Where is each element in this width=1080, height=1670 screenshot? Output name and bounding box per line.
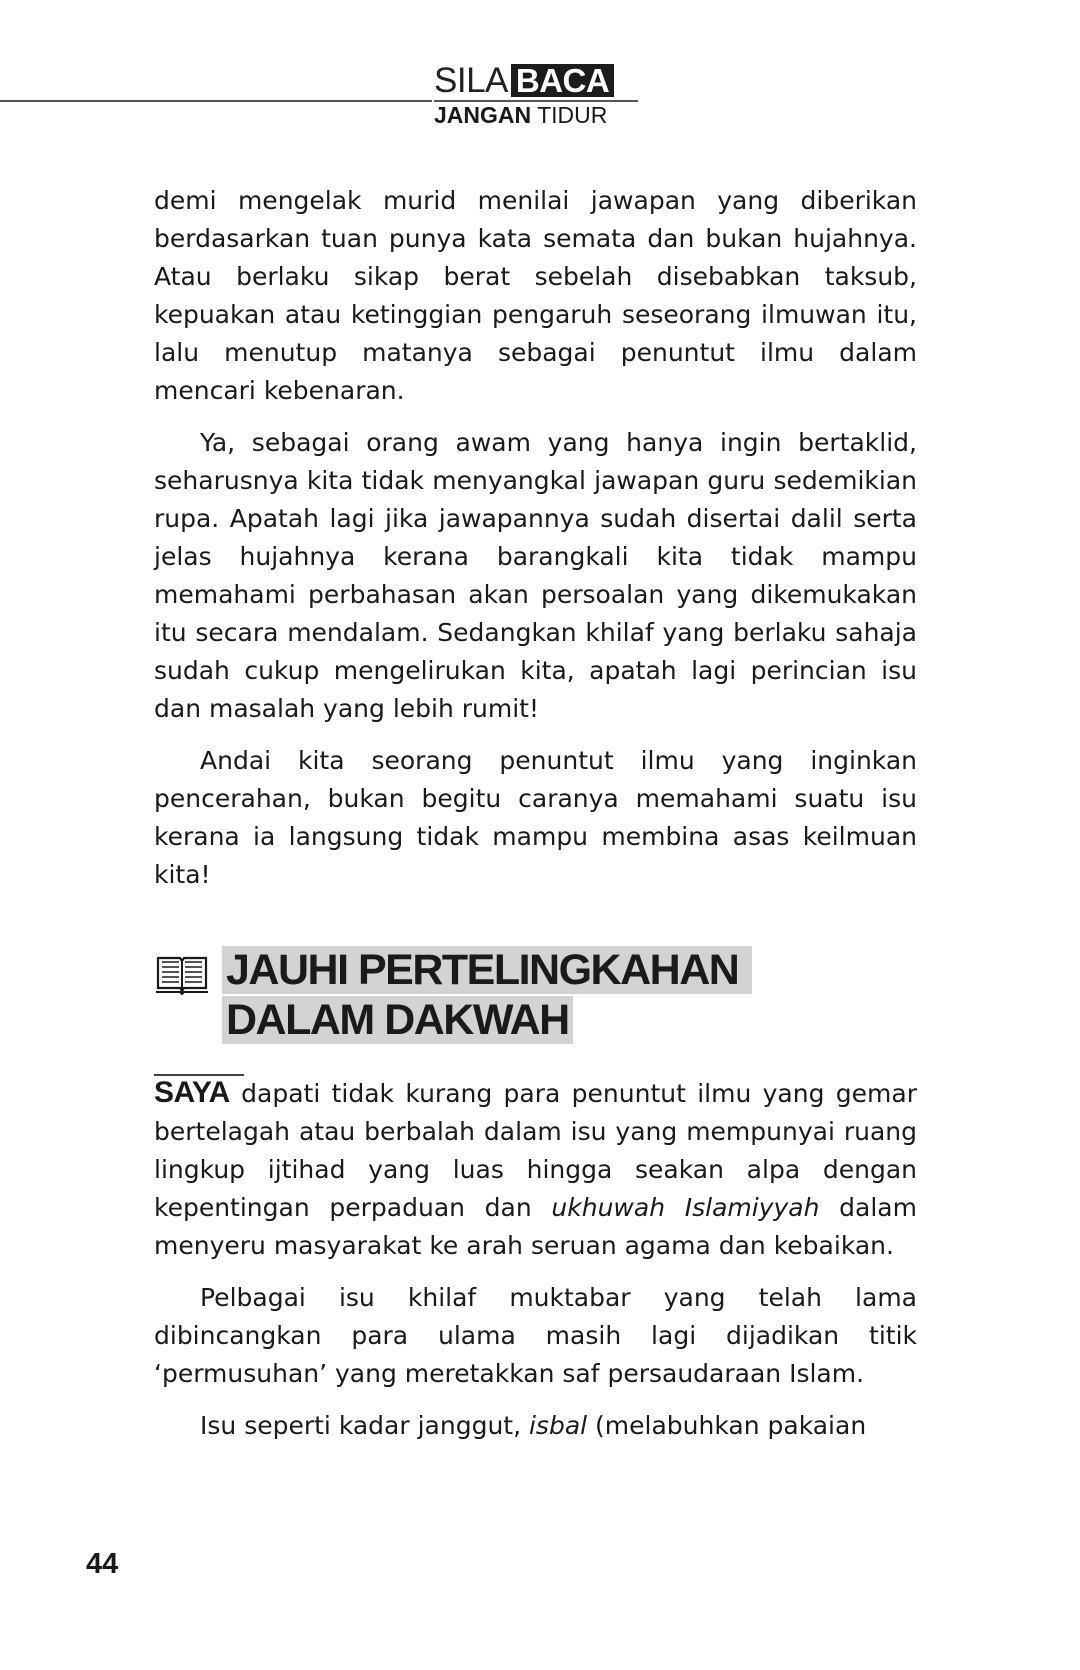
- paragraph-4: [154, 1074, 917, 1265]
- body-text-bottom: [154, 1074, 917, 1445]
- open-book-icon: [154, 954, 210, 996]
- paragraph-4-italic: ukhuwah Islamiyyah: [551, 1193, 820, 1222]
- running-head-tidur: TIDUR: [537, 102, 608, 128]
- paragraph-6: [154, 1407, 917, 1445]
- paragraph-6-italic: isbal: [528, 1411, 588, 1440]
- body-text-top: [154, 182, 917, 894]
- section-heading-line-1: JAUHI PERTELINGKAHAN: [222, 946, 752, 994]
- running-head-baca: BACA: [511, 64, 614, 97]
- running-head: [434, 61, 638, 128]
- paragraph-3: Andai kita seorang penuntut ilmu yang inginkan pencerahan, bukan begitu caranya memahami suatu isu kerana ia langsung tidak mampu membina asas keilmuan kita!: [154, 746, 917, 889]
- paragraph-6-text-b: (melabuhkan pakaian: [587, 1411, 867, 1440]
- running-head-top: [434, 61, 638, 102]
- paragraph-1: demi mengelak murid menilai jawapan yang diberikan berdasarkan tuan punya kata semata dan bukan hujahnya. Atau berlaku sikap berat sebelah disebabkan taksub, kepuakan atau ketinggian pengaruh seseorang ilmuwan itu, lalu menutup matanya sebagai penuntut ilmu dalam mencari kebenaran.: [154, 186, 917, 405]
- page-number: 44: [86, 1548, 119, 1580]
- section-heading-line-2: DALAM DAKWAH: [222, 996, 573, 1044]
- paragraph-4-text-a: dapati tidak kurang para penuntut ilmu yang gemar bertelagah atau berbalah dalam isu yang mempunyai ruang lingkup ijtihad yang luas hingga seakan alpa dengan kepentingan perpaduan dan: [154, 1079, 917, 1222]
- section-heading: [154, 946, 917, 1046]
- paragraph-4-text-b: dalam menyeru masyarakat ke arah seruan agama dan kebaikan.: [154, 1193, 917, 1260]
- paragraph-6-text-a: Isu seperti kadar janggut,: [200, 1411, 529, 1440]
- header-rule: [0, 100, 432, 102]
- paragraph-4-lead-word: SAYA: [154, 1076, 230, 1109]
- paragraph-5: Pelbagai isu khilaf muktabar yang telah lama dibincangkan para ulama masih lagi dijadikan titik ‘permusuhan’ yang meretakkan saf persaudaraan Islam.: [154, 1283, 917, 1388]
- paragraph-2: Ya, sebagai orang awam yang hanya ingin bertaklid, seharusnya kita tidak menyangkal jawapan guru sedemikian rupa. Apatah lagi jika jawapannya sudah disertai dalil serta jelas hujahnya kerana barangkali kita tidak mampu memahami perbahasan akan persoalan yang dikemukakan itu secara mendalam. Sedangkan khilaf yang berlaku sahaja sudah cukup mengelirukan kita, apatah lagi perincian isu dan masalah yang lebih rumit!: [154, 428, 917, 723]
- running-head-jangan: JANGAN: [434, 102, 532, 128]
- running-head-bottom: [434, 102, 638, 128]
- running-head-sila: SILA: [434, 61, 508, 100]
